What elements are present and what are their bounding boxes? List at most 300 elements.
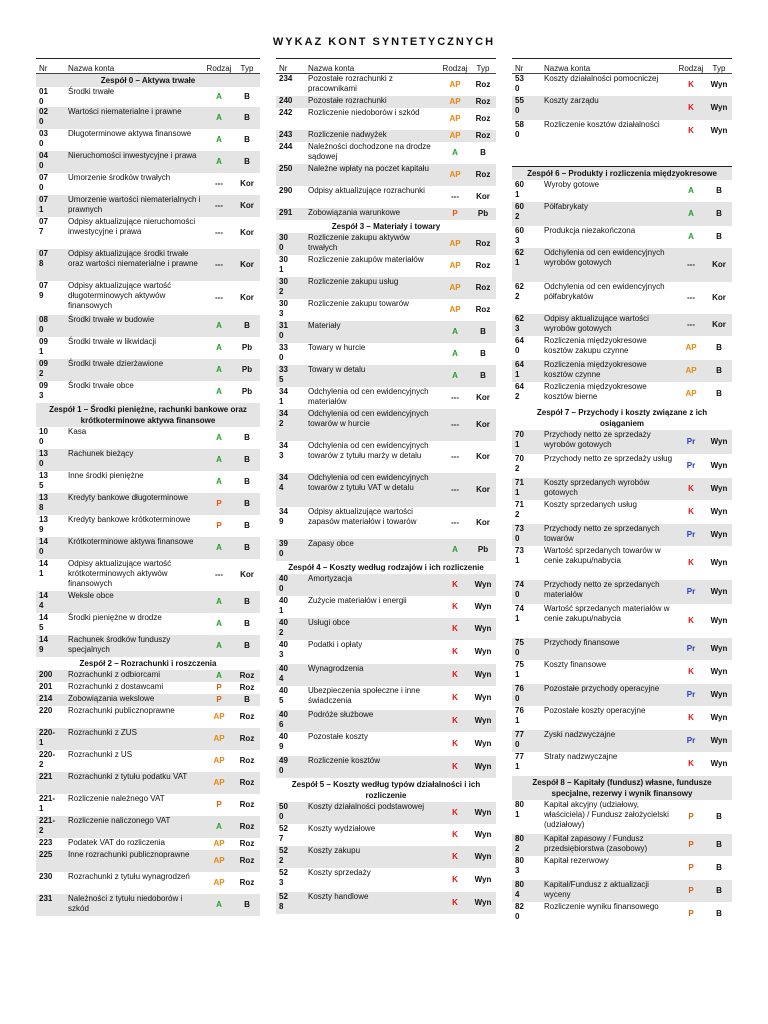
header-typ: Typ <box>240 64 254 73</box>
account-rodzaj: A <box>216 619 222 628</box>
account-name: Rozliczenie niedoborów i szkód <box>308 108 420 117</box>
account-rodzaj: Pr <box>686 530 696 539</box>
account-rodzaj: A <box>216 343 222 352</box>
account-row <box>512 856 732 880</box>
account-name: Środki pieniężne w drodze <box>68 613 162 622</box>
account-typ: Roz <box>239 778 255 787</box>
account-number: 220- 1 <box>39 728 56 747</box>
account-rodzaj: P <box>688 863 694 872</box>
account-name: Zapasy obce <box>308 539 354 548</box>
account-rodzaj: K <box>452 739 458 748</box>
account-typ: Roz <box>239 800 255 809</box>
account-number: 34 4 <box>279 473 288 492</box>
group-heading: Zespół 0 – Aktywa trwałe <box>36 74 260 87</box>
account-name: Rozliczenie wyniku finansowego <box>544 902 659 911</box>
account-row <box>36 794 260 816</box>
account-rodzaj: Pr <box>686 736 696 745</box>
account-name: Należności dochodzone na drodze sądowej <box>308 142 431 161</box>
account-typ: B <box>244 597 250 606</box>
account-name: Odpisy aktualizujące wartość krótkoterminowych aktywów finansowych <box>68 559 172 588</box>
account-number: 250 <box>279 164 293 173</box>
account-name: Rozrachunki z dostawcami <box>68 682 164 691</box>
account-name: Rozliczenie zakupu aktywów trwałych <box>308 233 410 252</box>
account-typ: Wyn <box>710 126 728 135</box>
account-number: 34 2 <box>279 409 288 428</box>
account-typ: B <box>244 477 250 486</box>
account-name: Weksle obce <box>68 591 114 600</box>
account-typ: Wyn <box>710 713 728 722</box>
account-rodzaj: AP <box>213 839 225 848</box>
account-number: 49 0 <box>279 756 288 775</box>
account-row <box>36 816 260 838</box>
header-typ: Typ <box>712 64 726 73</box>
account-row <box>512 96 732 120</box>
account-row <box>512 638 732 660</box>
account-row <box>36 493 260 515</box>
account-typ: Roz <box>239 671 255 680</box>
account-row <box>276 387 496 409</box>
account-typ: Kor <box>476 393 490 402</box>
account-typ: B <box>244 113 250 122</box>
account-name: Rozliczenie naliczonego VAT <box>68 816 171 825</box>
account-rodzaj: Pr <box>686 437 696 446</box>
account-rodzaj: AP <box>449 283 461 292</box>
account-typ: B <box>244 543 250 552</box>
account-rodzaj: K <box>688 103 694 112</box>
account-rodzaj: A <box>216 597 222 606</box>
account-name: Przychody netto ze sprzedaży wyrobów gotowych <box>544 430 651 449</box>
account-row <box>276 507 496 539</box>
account-number: 30 3 <box>279 299 288 318</box>
account-name: Inne środki pieniężne <box>68 471 144 480</box>
account-name: Pozostałe rozrachunki <box>308 96 387 105</box>
account-name: Środki trwałe <box>68 87 115 96</box>
account-rodzaj: K <box>688 80 694 89</box>
account-row <box>512 336 732 360</box>
account-rodzaj: P <box>688 840 694 849</box>
account-row <box>276 186 496 208</box>
account-number: 34 3 <box>279 441 288 460</box>
account-name: Wartości niematerialne i prawne <box>68 107 182 116</box>
account-rodzaj: A <box>452 371 458 380</box>
account-row <box>276 74 496 96</box>
account-row <box>36 381 260 403</box>
account-rodzaj: A <box>688 209 694 218</box>
account-number: 40 4 <box>279 664 288 683</box>
account-rodzaj: K <box>452 852 458 861</box>
account-name: Odchylenia od cen ewidencyjnych półfabrykatów <box>544 282 665 301</box>
account-number: 52 8 <box>279 892 288 911</box>
account-name: Rozrachunki z US <box>68 750 133 759</box>
account-typ: B <box>716 863 722 872</box>
account-number: 60 3 <box>515 226 524 245</box>
page-title: WYKAZ KONT SYNTETYCZNYCH <box>272 36 496 48</box>
account-rodzaj: AP <box>213 734 225 743</box>
account-name: Wartość sprzedanych towarów w cenie zakupu/nabycia <box>544 546 661 565</box>
account-row <box>276 142 496 164</box>
account-name: Kapitał/Fundusz z aktualizacji wyceny <box>544 880 649 899</box>
account-typ: Wyn <box>710 759 728 768</box>
account-rodzaj: AP <box>449 97 461 106</box>
account-rodzaj: --- <box>215 179 223 188</box>
account-number: 60 1 <box>515 180 524 199</box>
account-row <box>276 96 496 108</box>
account-name: Kapitał zapasowy / Fundusz przedsiębiorstwa (zasobowy) <box>544 834 648 853</box>
account-row <box>512 660 732 684</box>
account-name: Umorzenie środków trwałych <box>68 173 171 182</box>
account-row <box>36 635 260 657</box>
account-row <box>276 756 496 778</box>
account-typ: B <box>244 499 250 508</box>
account-row <box>276 299 496 321</box>
account-row <box>276 365 496 387</box>
account-row <box>276 868 496 892</box>
account-name: Odpisy aktualizujące wartość długoterminowych aktywów finansowych <box>68 281 172 310</box>
account-row <box>512 752 732 776</box>
account-typ: Roz <box>239 822 255 831</box>
account-name: Koszty działalności podstawowej <box>308 802 425 811</box>
account-name: Materiały <box>308 321 341 330</box>
account-typ: Wyn <box>710 530 728 539</box>
account-name: Rozliczenie zakupu usług <box>308 277 399 286</box>
account-row <box>276 208 496 220</box>
account-name: Pozostałe koszty <box>308 732 369 741</box>
account-number: 07 1 <box>39 195 48 214</box>
account-name: Odpisy aktualizujące środki trwałe oraz wartości niematerialne i prawne <box>68 249 198 268</box>
account-number: 220- 2 <box>39 750 56 769</box>
account-typ: Wyn <box>474 602 492 611</box>
account-rodzaj: AP <box>449 114 461 123</box>
account-row <box>276 664 496 686</box>
account-typ: Roz <box>475 261 491 270</box>
account-number: 14 5 <box>39 613 48 632</box>
account-name: Podatek VAT do rozliczenia <box>68 838 165 847</box>
account-typ: Pb <box>477 209 489 218</box>
account-row <box>276 233 496 255</box>
account-name: Odchylenia od cen ewidencyjnych towarów z tytułu marży w detalu <box>308 441 429 460</box>
account-rodzaj: A <box>216 900 222 909</box>
account-rodzaj: K <box>688 507 694 516</box>
account-number: 40 5 <box>279 686 288 705</box>
account-typ: Wyn <box>474 898 492 907</box>
account-name: Inne rozrachunki publicznoprawne <box>68 850 190 859</box>
account-rodzaj: K <box>452 580 458 589</box>
account-number: 201 <box>39 682 53 691</box>
account-name: Wyroby gotowe <box>544 180 600 189</box>
account-name: Produkcja niezakończona <box>544 226 636 235</box>
account-typ: Pb <box>241 365 253 374</box>
account-name: Rachunek bieżący <box>68 449 134 458</box>
group-heading: Zespół 6 – Produkty i rozliczenia międzyokresowe <box>512 166 732 180</box>
account-row <box>276 892 496 914</box>
account-row <box>512 382 732 406</box>
header-nr: Nr <box>515 64 524 73</box>
account-number: 13 8 <box>39 493 48 512</box>
account-number: 09 2 <box>39 359 48 378</box>
account-row <box>512 74 732 96</box>
account-row <box>276 108 496 130</box>
account-name: Umorzenie wartości niematerialnych i prawnych <box>68 195 201 214</box>
account-row <box>512 430 732 454</box>
account-row <box>276 473 496 507</box>
account-typ: Roz <box>475 80 491 89</box>
account-rodzaj: K <box>688 759 694 768</box>
account-rodzaj: AP <box>213 712 225 721</box>
account-name: Pozostałe koszty operacyjne <box>544 706 646 715</box>
account-typ: B <box>244 135 250 144</box>
account-row <box>512 580 732 604</box>
account-name: Zużycie materiałów i energii <box>308 596 407 605</box>
account-number: 243 <box>279 130 293 139</box>
account-row <box>36 337 260 359</box>
account-rodzaj: K <box>452 647 458 656</box>
account-typ: Roz <box>239 856 255 865</box>
account-name: Rozliczenie nadwyżek <box>308 130 387 139</box>
account-number: 73 1 <box>515 546 524 565</box>
account-number: 52 7 <box>279 824 288 843</box>
account-rodzaj: Pr <box>686 461 696 470</box>
account-number: 30 2 <box>279 277 288 296</box>
account-rodzaj: K <box>688 484 694 493</box>
account-rodzaj: Pr <box>686 587 696 596</box>
account-rodzaj: --- <box>215 570 223 579</box>
account-rodzaj: --- <box>451 393 459 402</box>
account-rodzaj: K <box>452 762 458 771</box>
account-rodzaj: AP <box>449 170 461 179</box>
account-number: 13 9 <box>39 515 48 534</box>
account-row <box>36 706 260 728</box>
account-rodzaj: A <box>688 232 694 241</box>
header-nr: Nr <box>39 64 48 73</box>
account-name: Kredyty bankowe długoterminowe <box>68 493 189 502</box>
account-rodzaj: K <box>452 898 458 907</box>
account-typ: B <box>244 619 250 628</box>
account-name: Koszty finansowe <box>544 660 607 669</box>
account-typ: Wyn <box>474 762 492 771</box>
account-row <box>512 800 732 834</box>
account-typ: Roz <box>475 114 491 123</box>
account-row <box>36 173 260 195</box>
account-rodzaj: K <box>688 558 694 567</box>
account-rodzaj: K <box>452 670 458 679</box>
header-rodzaj: Rodzaj <box>442 64 468 73</box>
account-name: Rozliczenia międzyokresowe kosztów zakupu czynne <box>544 336 647 355</box>
account-name: Odchylenia od cen ewidencyjnych wyrobów gotowych <box>544 248 665 267</box>
account-name: Odchylenia od cen ewidencyjnych materiałów <box>308 387 429 406</box>
account-name: Rozliczenie kosztów działalności <box>544 120 660 129</box>
account-typ: Wyn <box>710 103 728 112</box>
account-number: 74 1 <box>515 604 524 623</box>
account-number: 52 2 <box>279 846 288 865</box>
account-row <box>512 180 732 202</box>
account-row <box>276 441 496 473</box>
account-typ: Wyn <box>474 852 492 861</box>
account-number: 10 0 <box>39 427 48 446</box>
account-rodzaj: K <box>452 602 458 611</box>
account-number: 64 2 <box>515 382 524 401</box>
account-rodzaj: A <box>216 455 222 464</box>
account-row <box>512 730 732 752</box>
account-number: 240 <box>279 96 293 105</box>
account-typ: B <box>244 433 250 442</box>
account-row <box>276 686 496 710</box>
account-row <box>276 321 496 343</box>
account-row <box>276 618 496 640</box>
account-typ: B <box>716 343 722 352</box>
account-row <box>36 315 260 337</box>
account-row <box>512 120 732 142</box>
account-typ: B <box>244 521 250 530</box>
account-typ: Kor <box>476 192 490 201</box>
account-typ: B <box>480 148 486 157</box>
account-typ: Kor <box>240 228 254 237</box>
account-rodzaj: A <box>216 113 222 122</box>
account-name: Przychody netto ze sprzedanych towarów <box>544 524 660 543</box>
account-row <box>36 591 260 613</box>
account-number: 71 1 <box>515 478 524 497</box>
account-name: Środki trwałe w likwidacji <box>68 337 157 346</box>
account-name: Towary w detalu <box>308 365 366 374</box>
account-typ: Roz <box>239 734 255 743</box>
header-rodzaj: Rodzaj <box>678 64 704 73</box>
account-number: 75 0 <box>515 638 524 657</box>
account-typ: Wyn <box>474 624 492 633</box>
account-typ: Wyn <box>474 875 492 884</box>
account-name: Przychody netto ze sprzedanych materiałów <box>544 580 660 599</box>
account-number: 14 4 <box>39 591 48 610</box>
account-name: Odpisy aktualizujące wartości wyrobów gotowych <box>544 314 649 333</box>
account-number: 221- 2 <box>39 816 56 835</box>
account-rodzaj: K <box>688 126 694 135</box>
account-name: Towary w hurcie <box>308 343 366 352</box>
account-number: 76 1 <box>515 706 524 725</box>
account-number: 214 <box>39 694 53 703</box>
account-row <box>512 902 732 926</box>
account-rodzaj: AP <box>449 80 461 89</box>
account-number: 62 1 <box>515 248 524 267</box>
account-name: Koszty zakupu <box>308 846 361 855</box>
account-typ: B <box>480 349 486 358</box>
account-typ: Kor <box>240 570 254 579</box>
account-number: 80 1 <box>515 800 524 819</box>
account-typ: Kor <box>476 452 490 461</box>
account-row <box>276 539 496 561</box>
account-row <box>36 359 260 381</box>
account-row <box>512 684 732 706</box>
account-name: Należności z tytułu niedoborów i szkód <box>68 894 183 913</box>
account-typ: Roz <box>475 283 491 292</box>
account-rodzaj: A <box>216 822 222 831</box>
account-row <box>512 282 732 314</box>
account-name: Odchylenia od cen ewidencyjnych towarów z tytułu VAT w detalu <box>308 473 429 492</box>
account-rodzaj: K <box>688 713 694 722</box>
table-header <box>276 58 496 74</box>
account-number: 01 0 <box>39 87 48 106</box>
account-row <box>512 360 732 382</box>
account-typ: Kor <box>712 320 726 329</box>
account-number: 52 3 <box>279 868 288 887</box>
account-rodzaj: A <box>216 135 222 144</box>
account-rodzaj: --- <box>215 260 223 269</box>
account-typ: B <box>480 327 486 336</box>
account-typ: Wyn <box>710 558 728 567</box>
account-rodzaj: P <box>216 695 222 704</box>
account-number: 07 7 <box>39 217 48 236</box>
account-number: 76 0 <box>515 684 524 703</box>
account-row <box>512 706 732 730</box>
account-rodzaj: --- <box>451 192 459 201</box>
account-typ: Wyn <box>474 580 492 589</box>
account-row <box>36 850 260 872</box>
account-row <box>276 640 496 664</box>
account-row <box>276 710 496 732</box>
account-typ: Wyn <box>710 667 728 676</box>
account-number: 30 0 <box>279 233 288 252</box>
account-number: 290 <box>279 186 293 195</box>
account-name: Podróże służbowe <box>308 710 374 719</box>
account-rodzaj: AP <box>213 856 225 865</box>
account-name: Rozliczenia międzyokresowe kosztów bierne <box>544 382 647 401</box>
account-number: 74 0 <box>515 580 524 599</box>
account-row <box>512 546 732 580</box>
account-name: Odpisy aktualizujące wartości zapasów materiałów i towarów <box>308 507 417 526</box>
account-row <box>36 872 260 894</box>
group-heading: Zespół 5 – Koszty według typów działalności i ich rozliczenie <box>291 780 481 800</box>
account-number: 80 2 <box>515 834 524 853</box>
account-row <box>276 130 496 142</box>
account-rodzaj: AP <box>213 778 225 787</box>
account-name: Rozliczenie zakupu towarów <box>308 299 409 308</box>
account-typ: Wyn <box>474 647 492 656</box>
account-number: 71 2 <box>515 500 524 519</box>
account-number: 77 1 <box>515 752 524 771</box>
account-row <box>36 217 260 249</box>
account-number: 62 2 <box>515 282 524 301</box>
account-number: 14 1 <box>39 559 48 578</box>
account-row <box>276 164 496 186</box>
account-name: Koszty sprzedaży <box>308 868 371 877</box>
account-name: Rozliczenie kosztów <box>308 756 381 765</box>
header-typ: Typ <box>476 64 490 73</box>
account-rodzaj: --- <box>215 293 223 302</box>
account-typ: B <box>480 371 486 380</box>
account-number: 231 <box>39 894 53 903</box>
account-name: Straty nadzwyczajne <box>544 752 618 761</box>
account-row <box>276 277 496 299</box>
account-rodzaj: A <box>216 157 222 166</box>
account-rodzaj: AP <box>449 131 461 140</box>
account-typ: Roz <box>239 839 255 848</box>
account-typ: B <box>716 209 722 218</box>
account-name: Kasa <box>68 427 87 436</box>
account-number: 70 2 <box>515 454 524 473</box>
account-row <box>36 772 260 794</box>
account-number: 40 2 <box>279 618 288 637</box>
account-name: Podatki i opłaty <box>308 640 363 649</box>
account-row <box>36 471 260 493</box>
account-number: 34 9 <box>279 507 288 526</box>
account-typ: Roz <box>475 239 491 248</box>
account-rodzaj: AP <box>449 261 461 270</box>
account-row <box>36 682 260 694</box>
account-row <box>512 454 732 478</box>
account-number: 244 <box>279 142 293 151</box>
account-number: 40 6 <box>279 710 288 729</box>
account-typ: Wyn <box>474 670 492 679</box>
account-rodzaj: P <box>216 499 222 508</box>
accounts-column-3 <box>512 58 732 926</box>
account-typ: B <box>716 909 722 918</box>
